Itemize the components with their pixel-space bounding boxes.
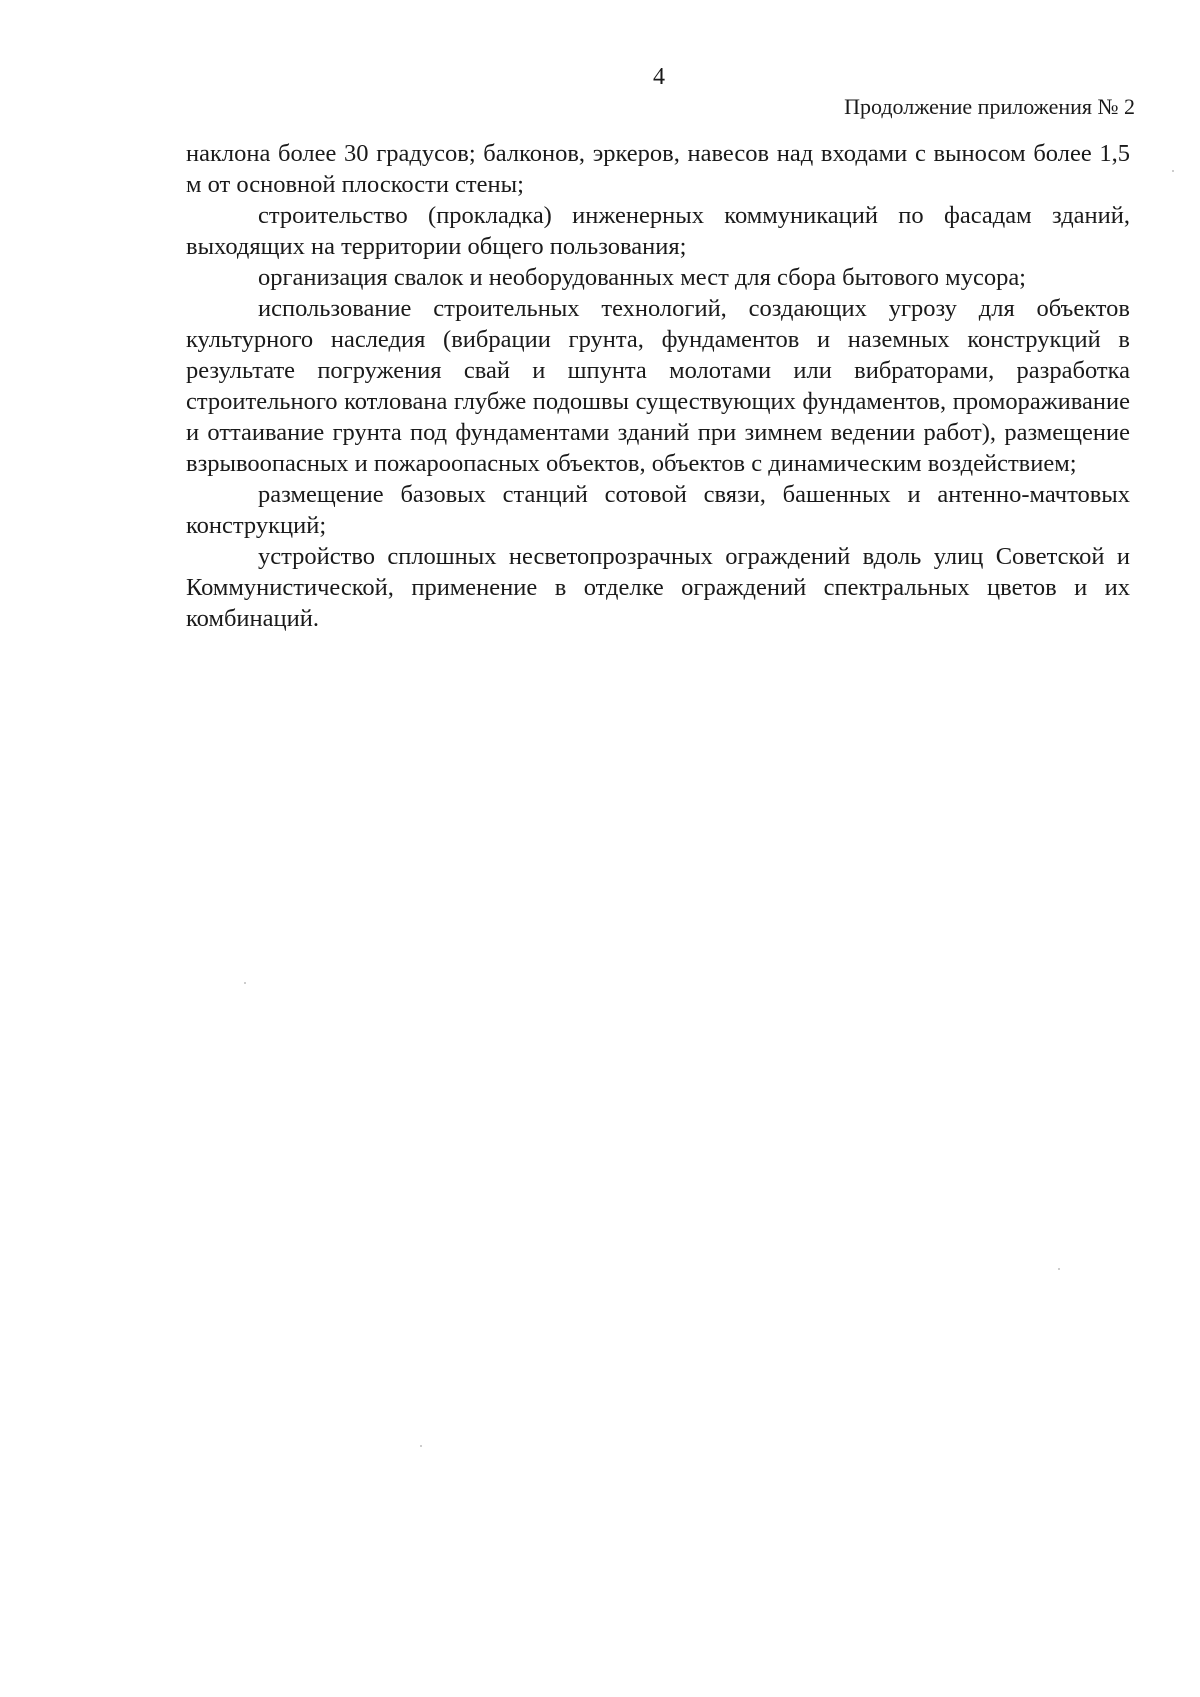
paragraph-dumps: организация свалок и необорудованных мест для сбора бытового мусора; bbox=[258, 264, 1026, 291]
paragraph-utilities: строительство (прокладка) инженерных коммуникаций по фасадам зданий, выходящих на территории общего пользования; bbox=[186, 202, 1130, 260]
page-number: 4 bbox=[653, 64, 665, 90]
paragraph-construction-technologies: использование строительных технологий, создающих угрозу для объектов культурного наследия (вибрации грунта, фундаментов и наземных конструкций в результате погружения свай и шпунта молотами или вибраторами, разработка строительного котлована глубже подошвы существующих фундаментов, промораживание и оттаивание грунта под фундаментами зданий при зимнем ведении работ), размещение взрывоопасных и пожароопасных объектов, объектов с динамическим воздействием; bbox=[186, 295, 1130, 477]
scan-speck bbox=[420, 1445, 422, 1447]
scan-speck bbox=[1172, 170, 1174, 172]
paragraph-continued: наклона более 30 градусов; балконов, эркеров, навесов над входами с выносом более 1,5 м от основной плоскости стены; bbox=[186, 140, 1130, 198]
paragraph-fences: устройство сплошных несветопрозрачных ограждений вдоль улиц Советской и Коммунистической, применение в отделке ограждений спектральных цветов и их комбинаций. bbox=[186, 543, 1130, 632]
document-body bbox=[186, 138, 1130, 634]
paragraph-base-stations: размещение базовых станций сотовой связи, башенных и антенно-мачтовых конструкций; bbox=[186, 481, 1130, 539]
scan-speck bbox=[244, 982, 246, 984]
scan-speck bbox=[1058, 1268, 1060, 1270]
continuation-label: Продолжение приложения № 2 bbox=[844, 94, 1135, 119]
